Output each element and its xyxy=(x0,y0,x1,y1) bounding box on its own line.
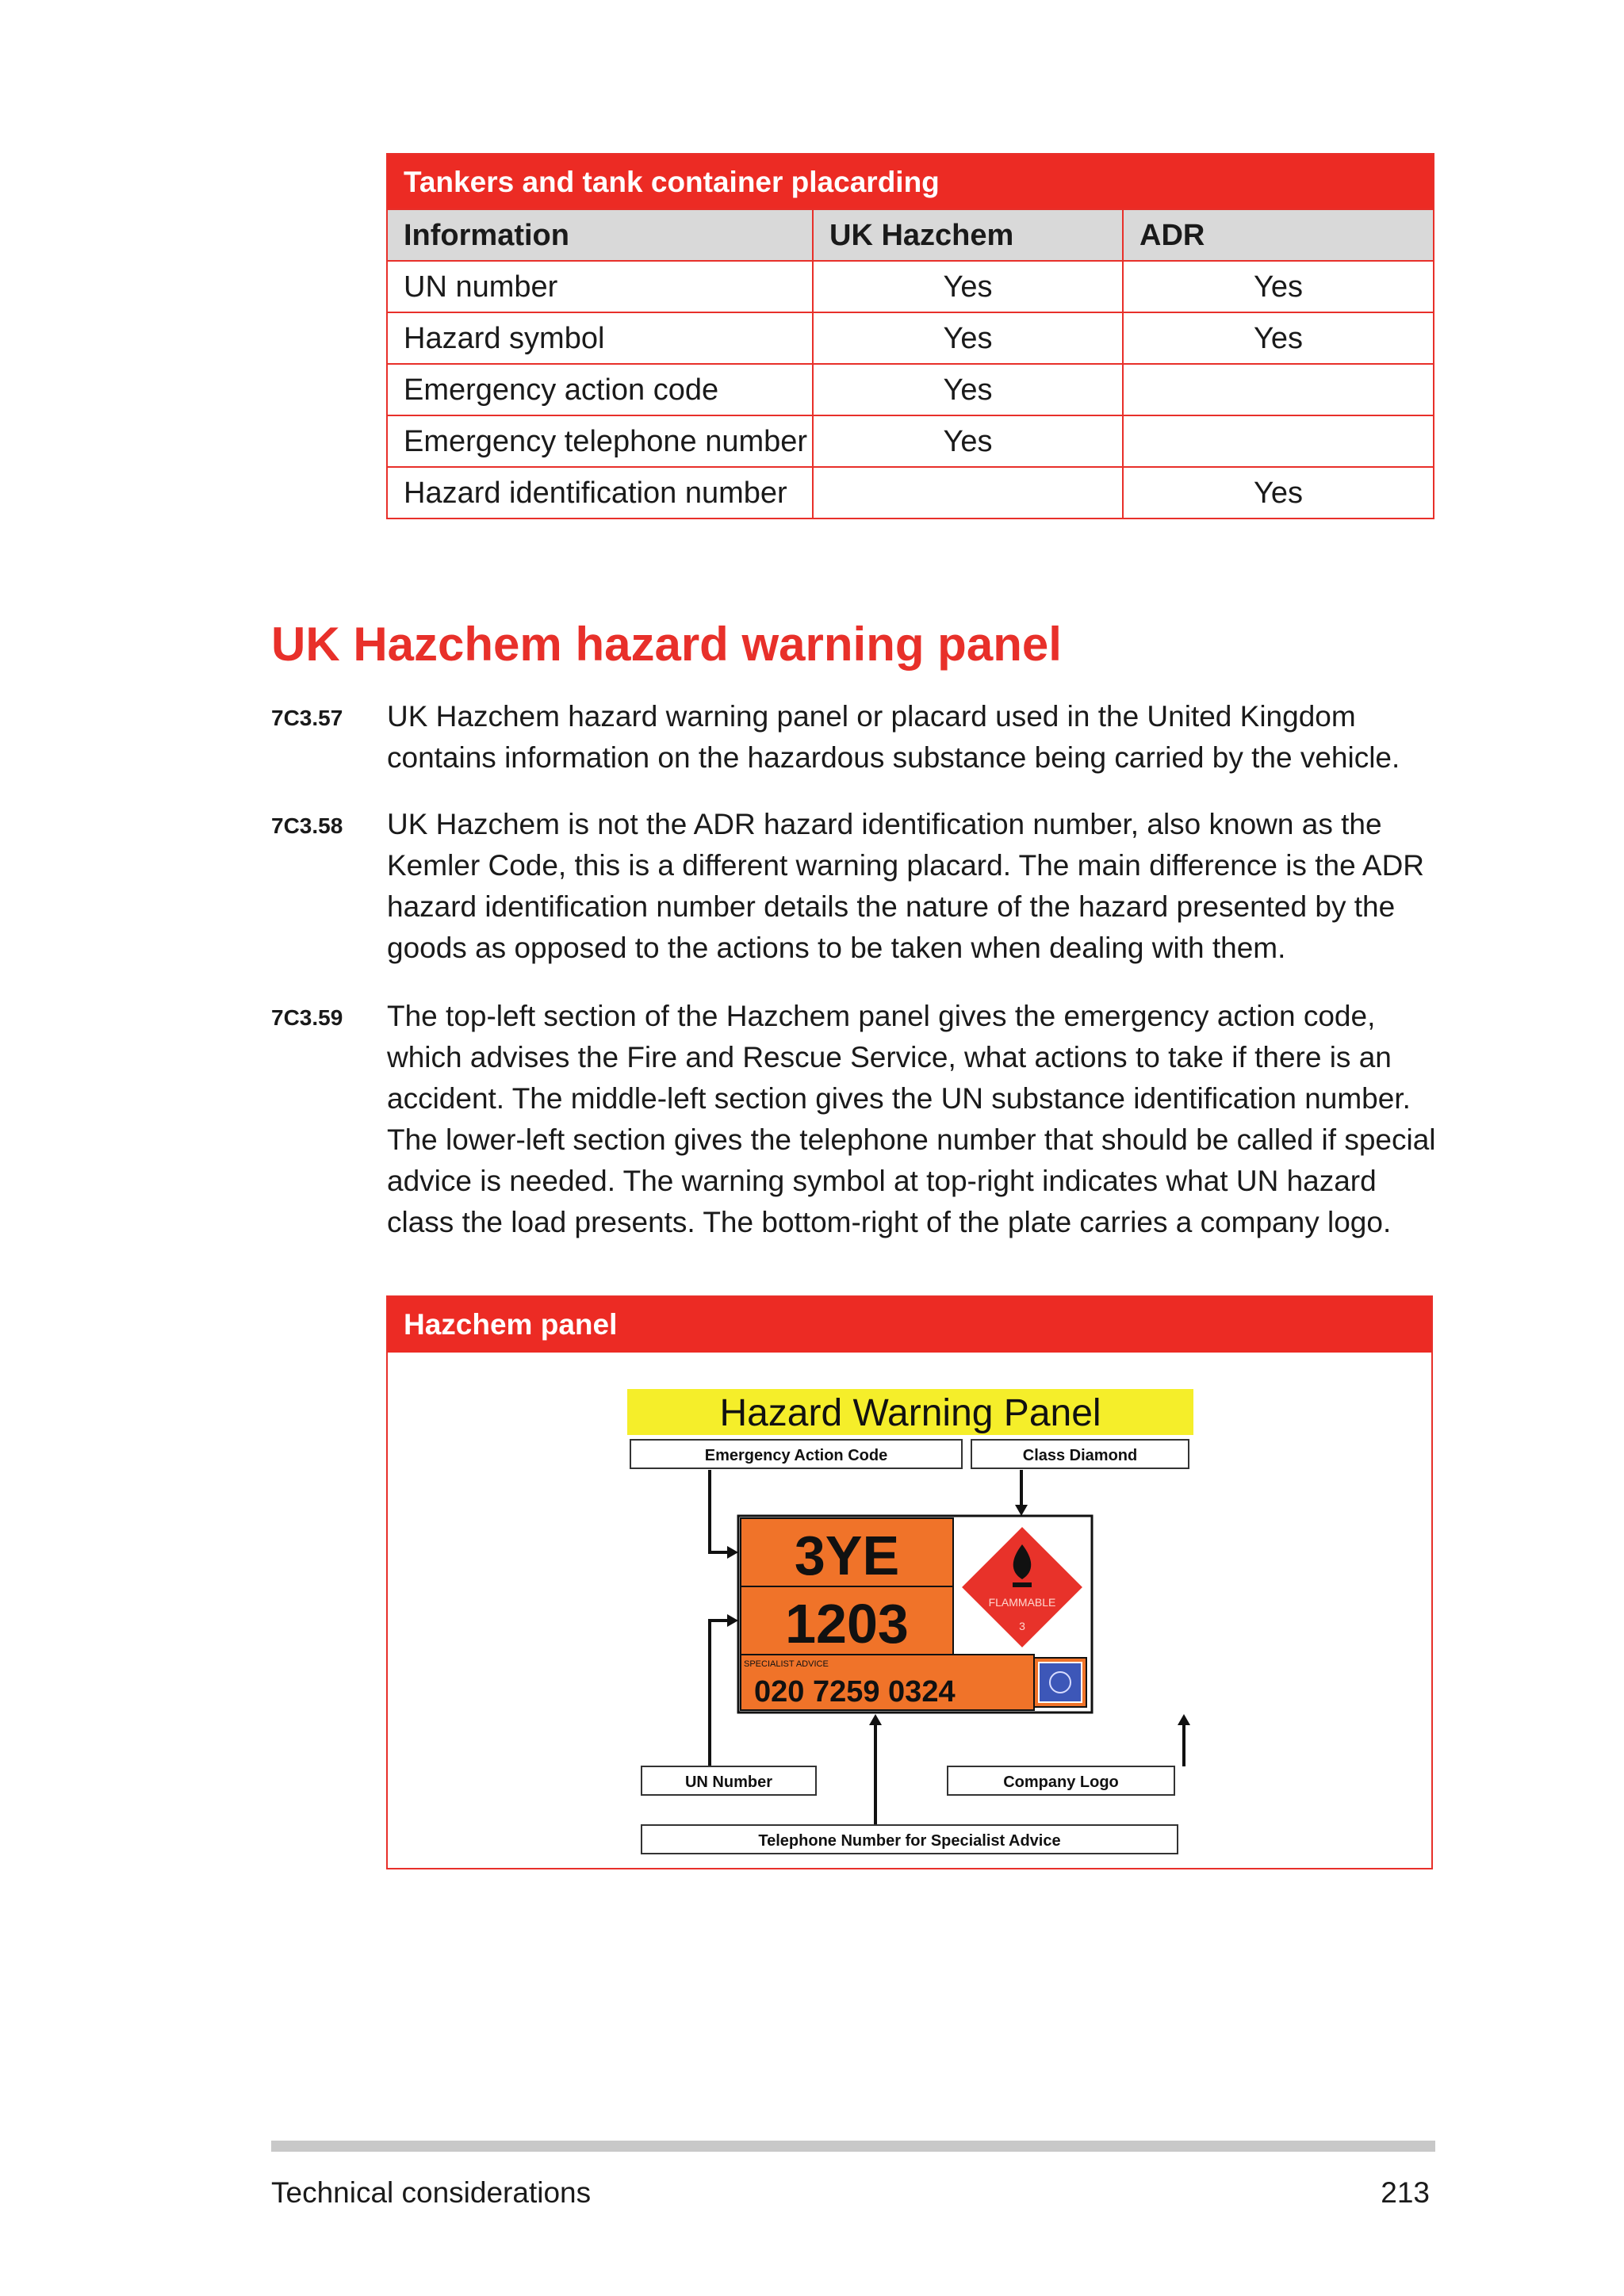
table-row xyxy=(387,364,1434,415)
paragraph-text: UK Hazchem is not the ADR hazard identification number, also known as the Kemler Code, this is a different warning placard. The main difference is the ADR hazard identification number details the nature of the hazard presented by the goods as opposed to the actions to be taken when dealing with them. xyxy=(387,808,1425,964)
hazard-warning-panel-diagram xyxy=(388,1297,1431,1868)
table-cell: Emergency action code xyxy=(387,364,813,415)
paragraph-text: The top-left section of the Hazchem panel gives the emergency action code, which advises the Fire and Rescue Service, what actions to take if there is an accident. The middle-left section gives the UN substance identification number. The lower-left section gives the telephone number that should be called if special advice is needed. The warning symbol at top-right indicates what UN hazard class the load presents. The bottom-right of the plate carries a company logo. xyxy=(387,1000,1436,1238)
table-title: Tankers and tank container placarding xyxy=(387,154,1434,209)
label-emergency-action-code: Emergency Action Code xyxy=(704,1447,888,1464)
paragraph-7c3-57 xyxy=(271,696,1437,779)
paragraph-text: UK Hazchem hazard warning panel or placard used in the United Kingdom contains information on the hazardous substance being carried by the vehicle. xyxy=(387,700,1400,774)
footer-rule xyxy=(271,2141,1435,2152)
paragraph-number: 7C3.58 xyxy=(271,813,343,838)
placarding-table xyxy=(386,153,1434,519)
diamond-text: FLAMMABLE xyxy=(988,1596,1056,1609)
table-cell xyxy=(813,467,1123,519)
section-heading: UK Hazchem hazard warning panel xyxy=(271,618,1062,671)
table-cell: Yes xyxy=(1123,261,1434,312)
table-cell: Yes xyxy=(813,312,1123,364)
table-cell: Yes xyxy=(1123,312,1434,364)
diamond-class-number: 3 xyxy=(1019,1620,1025,1632)
paragraph-number: 7C3.57 xyxy=(271,706,343,730)
label-company-logo: Company Logo xyxy=(1003,1774,1119,1791)
table-row xyxy=(387,261,1434,312)
column-header-uk-hazchem: UK Hazchem xyxy=(813,209,1123,261)
table-cell: UN number xyxy=(387,261,813,312)
arrow-right-icon xyxy=(727,1614,738,1627)
un-number: 1203 xyxy=(785,1593,909,1655)
table-cell xyxy=(1123,364,1434,415)
label-un-number: UN Number xyxy=(684,1774,773,1791)
table-cell: Hazard symbol xyxy=(387,312,813,364)
label-class-diamond: Class Diamond xyxy=(1022,1447,1138,1464)
table-row xyxy=(387,312,1434,364)
specialist-phone-number: 020 7259 0324 xyxy=(754,1675,956,1709)
column-header-information: Information xyxy=(387,209,813,261)
diagram-title: Hazard Warning Panel xyxy=(719,1392,1101,1434)
company-logo-icon xyxy=(1039,1663,1082,1702)
label-telephone-number: Telephone Number for Specialist Advice xyxy=(758,1832,1061,1850)
arrow-up-icon xyxy=(1178,1714,1190,1725)
paragraph-7c3-59 xyxy=(271,996,1437,1243)
table-cell: Yes xyxy=(813,261,1123,312)
paragraph-7c3-58 xyxy=(271,804,1437,969)
specialist-advice-label: SPECIALIST ADVICE xyxy=(744,1659,829,1669)
table-cell: Yes xyxy=(813,364,1123,415)
page-number: 213 xyxy=(1381,2176,1430,2209)
arrow-up-icon xyxy=(869,1714,882,1725)
table-row xyxy=(387,415,1434,467)
emergency-action-code: 3YE xyxy=(794,1525,900,1586)
table-cell: Yes xyxy=(1123,467,1434,519)
table-cell xyxy=(1123,415,1434,467)
table-cell: Hazard identification number xyxy=(387,467,813,519)
footer-section-title: Technical considerations xyxy=(271,2176,592,2209)
hazchem-panel-box xyxy=(386,1295,1433,1869)
panel-title: Hazchem panel xyxy=(388,1297,1431,1353)
arrow-right-icon xyxy=(727,1546,738,1559)
table-cell: Yes xyxy=(813,415,1123,467)
paragraph-number: 7C3.59 xyxy=(271,1005,343,1030)
table-row xyxy=(387,467,1434,519)
table-cell: Emergency telephone number xyxy=(387,415,813,467)
arrow-down-icon xyxy=(1015,1505,1028,1516)
column-header-adr: ADR xyxy=(1123,209,1434,261)
